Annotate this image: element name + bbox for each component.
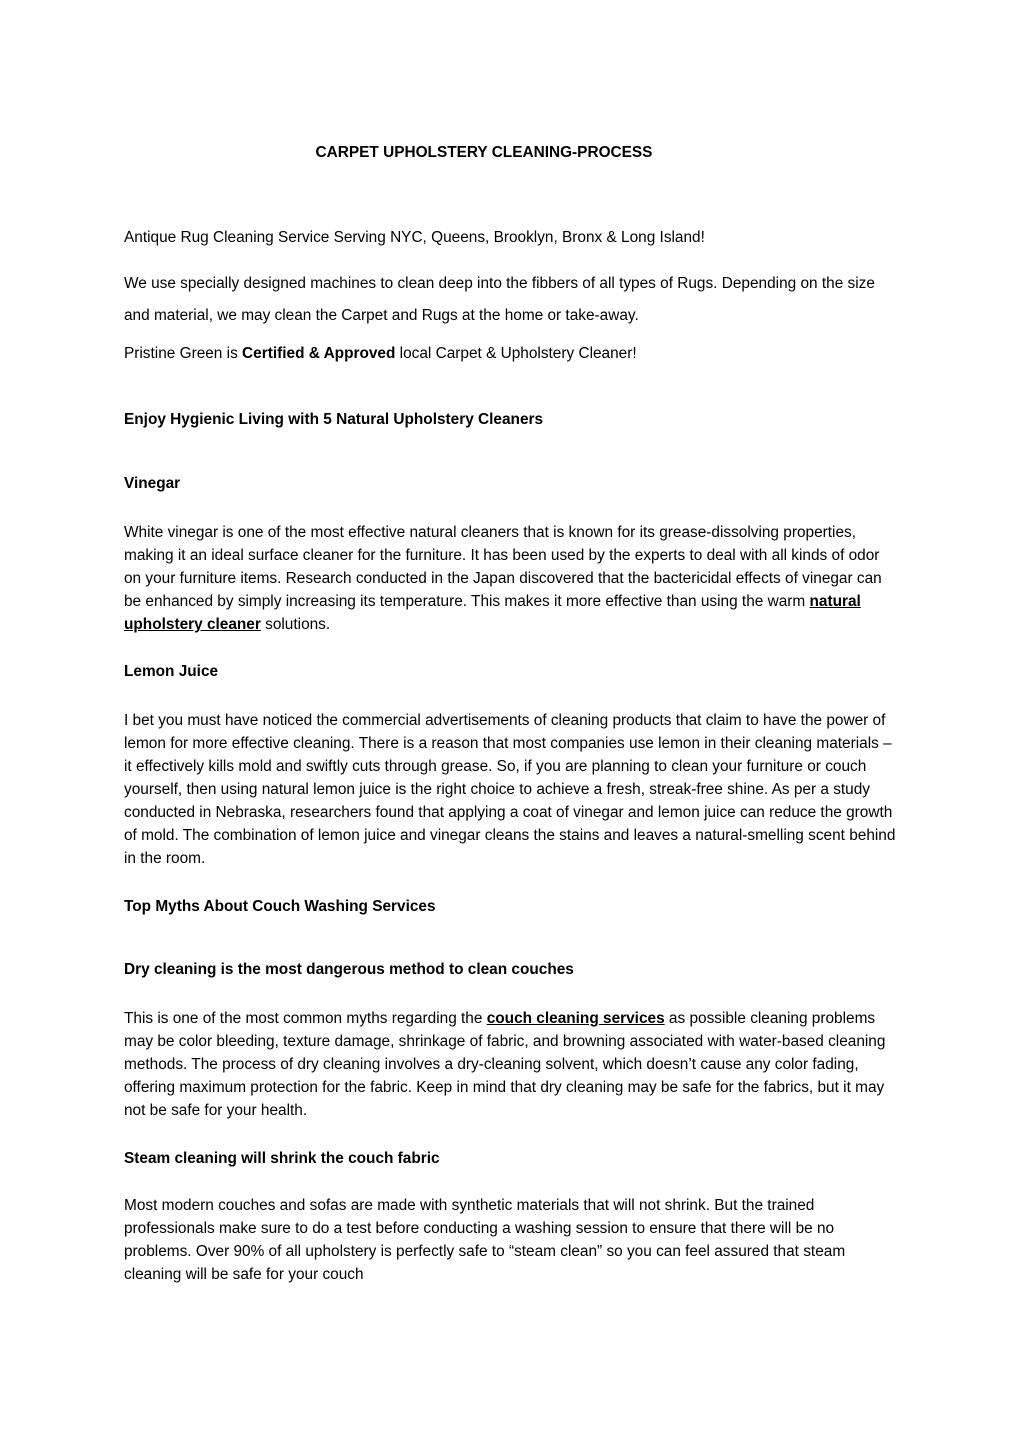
couch-cleaning-services-link[interactable]: couch cleaning services: [486, 1010, 665, 1027]
service-area-line: Antique Rug Cleaning Service Serving NYC, Queens, Brooklyn, Bronx & Long Island!: [124, 229, 705, 246]
document-title: CARPET UPHOLSTERY CLEANING-PROCESS: [315, 144, 653, 161]
vinegar-heading: Vinegar: [124, 475, 181, 492]
vinegar-text-end: solutions.: [260, 616, 331, 633]
certified-bold-text: Certified & Approved: [242, 345, 396, 362]
machines-paragraph: We use specially designed machines to clean deep into the fibbers of all types of Rugs. Depending on the size and material, we may clean the Carpet and Rugs at the home or take-away.: [124, 275, 875, 324]
vinegar-paragraph: [124, 521, 900, 636]
dry-cleaning-heading: Dry cleaning is the most dangerous method to clean couches: [124, 961, 574, 978]
lemon-juice-paragraph: I bet you must have noticed the commercial advertisements of cleaning products that claim to have the power of lemon for more effective cleaning. There is a reason that most companies use lemon in their cleaning materials – it effectively kills mold and swiftly cuts through grease. So, if you are planning to clean your furniture or couch yourself, then using natural lemon juice is the right choice to achieve a fresh, streak-free shine. As per a study conducted in Nebraska, researchers found that applying a coat of vinegar and lemon juice can reduce the growth of mold. The combination of lemon juice and vinegar cleans the stains and leaves a natural-smelling scent behind in the room.: [124, 712, 896, 867]
certified-paragraph: [124, 342, 900, 365]
vinegar-text: White vinegar is one of the most effective natural cleaners that is known for its grease-dissolving properties, making it an ideal surface cleaner for the furniture. It has been used by the experts to deal with all kinds of odor on your furniture items. Research conducted in the Japan discovered that the bactericidal effects of vinegar can be enhanced by simply increasing its temperature. This makes it more effective than using the warm: [124, 524, 882, 610]
natural-cleaners-heading: Enjoy Hygienic Living with 5 Natural Upholstery Cleaners: [124, 411, 544, 428]
steam-cleaning-heading: Steam cleaning will shrink the couch fabric: [124, 1150, 440, 1167]
steam-cleaning-paragraph: Most modern couches and sofas are made with synthetic materials that will not shrink. But the trained professionals make sure to do a test before conducting a washing session to ensure that there will be no problems. Over 90% of all upholstery is perfectly safe to “steam clean” so you can feel assured that steam cleaning will be safe for your couch: [124, 1197, 846, 1283]
natural-upholstery-cleaner-link[interactable]: natural upholstery cleaner: [124, 593, 861, 633]
myths-heading: Top Myths About Couch Washing Services: [124, 898, 436, 915]
lemon-juice-heading: Lemon Juice: [124, 663, 219, 680]
certified-prefix: Pristine Green is: [124, 345, 243, 362]
certified-suffix: local Carpet & Upholstery Cleaner!: [395, 345, 637, 362]
dry-cleaning-text-end: as possible cleaning problems may be color bleeding, texture damage, shrinkage of fabric, and browning associated with water-based cleaning methods. The process of dry cleaning involves a dry-cleaning solvent, which doesn’t cause any color fading, offering maximum protection for the fabric. Keep in mind that dry cleaning may be safe for the fabrics, but it may not be safe for your health.: [124, 1010, 886, 1119]
dry-cleaning-paragraph: [124, 1007, 900, 1122]
dry-cleaning-text: This is one of the most common myths regarding the: [124, 1010, 487, 1027]
